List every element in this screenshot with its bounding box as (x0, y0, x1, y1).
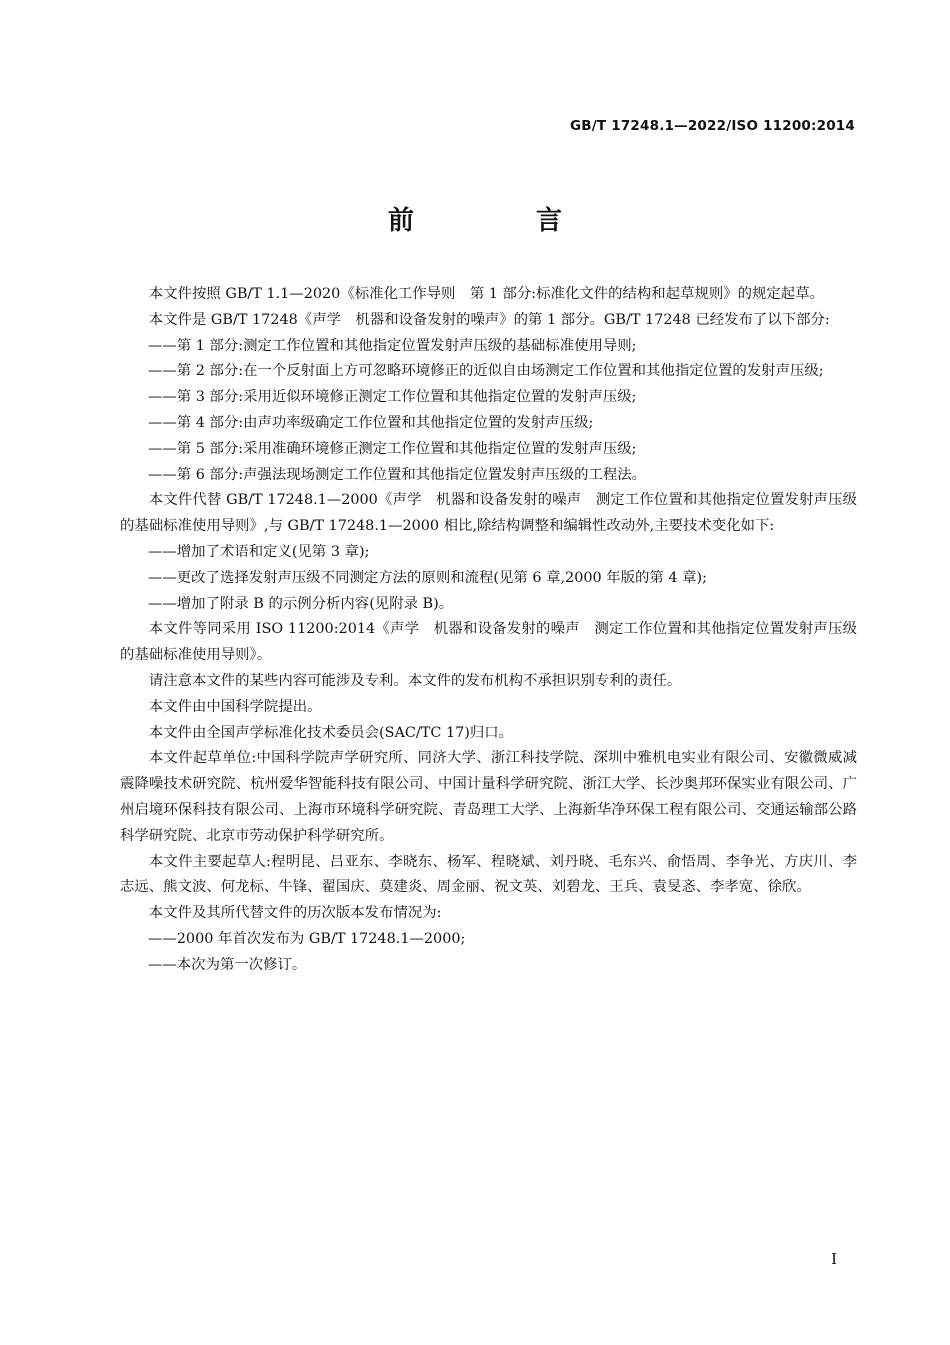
paragraph-proposer: 本文件由中国科学院提出。 (148, 698, 322, 715)
paragraph-replaces: 本文件代替 GB/T 17248.1—2000《声学 机器和设备发射的噪声 测定工作位置和其他指定位置发射声压级的基础标准使用导则》,与 GB/T 17248.1—2000 相比,除结构调整和编辑性改动外,主要技术变化如下: (120, 492, 857, 535)
page-number: I (831, 1250, 837, 1268)
list-item-part-6: ——第 6 部分:声强法现场测定工作位置和其他指定位置发射声压级的工程法。 (148, 466, 647, 483)
list-item-change-3: ——增加了附录 B 的示例分析内容(见附录 B)。 (148, 595, 454, 612)
list-item-change-1: ——增加了术语和定义(见第 3 章); (148, 543, 370, 560)
paragraph-series-parts: 本文件是 GB/T 17248《声学 机器和设备发射的噪声》的第 1 部分。GB/T 17248 已经发布了以下部分: (148, 311, 830, 328)
paragraph-patent-notice: 请注意本文件的某些内容可能涉及专利。本文件的发布机构不承担识别专利的责任。 (148, 672, 682, 689)
list-item-part-1: ——第 1 部分:测定工作位置和其他指定位置发射声压级的基础标准使用导则; (148, 337, 637, 354)
list-item-part-4: ——第 4 部分:由声功率级确定工作位置和其他指定位置的发射声压级; (148, 414, 594, 431)
paragraph-drafting-rules: 本文件按照 GB/T 1.1—2020《标准化工作导则 第 1 部分:标准化文件的结构和起草规则》的规定起草。 (148, 286, 824, 302)
list-item-part-3: ——第 3 部分:采用近似环境修正测定工作位置和其他指定位置的发射声压级; (148, 389, 637, 406)
paragraph-iso-adoption: 本文件等同采用 ISO 11200:2014《声学 机器和设备发射的噪声 测定工作位置和其他指定位置发射声压级的基础标准使用导则》。 (120, 621, 857, 664)
page-title: 前 言 (387, 206, 610, 236)
list-item-part-5: ——第 5 部分:采用准确环境修正测定工作位置和其他指定位置的发射声压级; (148, 440, 637, 457)
list-item-history-2: ——本次为第一次修订。 (148, 956, 307, 973)
paragraph-history-intro: 本文件及其所代替文件的历次版本发布情况为: (148, 905, 442, 922)
list-item-part-2: ——第 2 部分:在一个反射面上方可忽略环境修正的近似自由场测定工作位置和其他指定位置的发射声压级; (148, 363, 824, 380)
foreword-body (120, 282, 857, 979)
standard-code: GB/T 17248.1—2022/ISO 11200:2014 (570, 118, 855, 134)
list-item-history-1: ——2000 年首次发布为 GB/T 17248.1—2000; (148, 930, 466, 947)
list-item-change-2: ——更改了选择发射声压级不同测定方法的原则和流程(见第 6 章,2000 年版的第 4 章); (148, 569, 707, 586)
paragraph-drafting-units: 本文件起草单位:中国科学院声学研究所、同济大学、浙江科技学院、深圳中雅机电实业有限公司、安徽微威减震降噪技术研究院、杭州爱华智能科技有限公司、中国计量科学研究院、浙江大学、长沙奥邦环保实业有限公司、广州启境环保科技有限公司、上海市环境科学研究院、青岛理工大学、上海新华净环保工程有限公司、交通运输部公路科学研究院、北京市劳动保护科学研究所。 (120, 750, 857, 844)
paragraph-committee: 本文件由全国声学标准化技术委员会(SAC/TC 17)归口。 (148, 724, 514, 741)
paragraph-drafters: 本文件主要起草人:程明昆、吕亚东、李晓东、杨军、程晓斌、刘丹晓、毛东兴、俞悟周、李争光、方庆川、李志远、熊文波、何龙标、牛锋、翟国庆、莫建炎、周金丽、祝文英、刘碧龙、王兵、袁旻忞、李孝宽、徐欣。 (120, 853, 857, 896)
